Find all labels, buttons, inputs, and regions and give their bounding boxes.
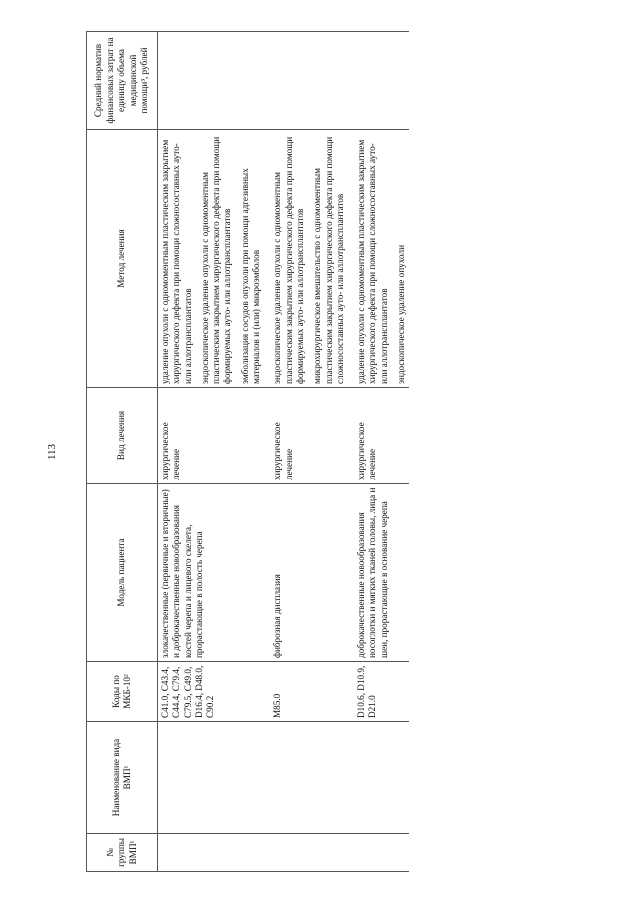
group-number-cell xyxy=(158,834,265,872)
page-number: 113 xyxy=(46,443,58,461)
patient-model-cell: доброкачественные новообразования носоглотки и мягких тканей головы, лица и шеи, прорастающие в основание черепа xyxy=(354,484,409,662)
treatment-type-cell: хирургическое лечение xyxy=(354,388,409,484)
treatment-type-cell: хирургическое лечение xyxy=(158,388,265,484)
icd-codes-cell: M85.0 xyxy=(270,662,348,722)
vmp-name-cell xyxy=(354,722,409,834)
treatment-type-cell: хирургическое лечение xyxy=(270,388,348,484)
cost-cell xyxy=(158,32,265,130)
patient-model-cell: злокачественные (первичные и вторичные) и доброкачественные новообразования костей черепа и лицевого скелета, прорастающие в полость черепа xyxy=(158,484,265,662)
header-treatment-method: Метод лечения xyxy=(87,130,158,388)
header-vmp-name: Наименование вида ВМП¹ xyxy=(87,722,158,834)
method-item: микрохирургическое вмешательство с одномоментным пластическим закрытием хирургического дефекта при помощи сложносоставных ауто- или аллотрансплантатов xyxy=(312,136,345,384)
header-patient-model: Модель пациента xyxy=(87,484,158,662)
method-item: эмболизация сосудов опухоли при помощи адгезивных материалов и (или) микроэмболов xyxy=(239,168,262,384)
cost-cell xyxy=(270,32,348,130)
table-row xyxy=(270,32,348,872)
method-item: эндоскопическое удаление опухоли с одномоментным пластическим закрытием хирургического дефекта при помощи формируемых ауто- или аллотрансплантатов xyxy=(199,136,233,384)
group-number-cell xyxy=(354,834,409,872)
table-row xyxy=(354,32,409,872)
method-item: удаление опухоли с одномоментным пластическим закрытием хирургического дефекта при помощи сложносоставных ауто- или аллотрансплантатов xyxy=(160,139,193,384)
rotated-table-region xyxy=(86,32,586,872)
method-item: эндоскопическое удаление опухоли xyxy=(396,245,407,384)
header-group-number: № группы ВМП¹ xyxy=(87,834,158,872)
treatment-method-cell xyxy=(270,130,348,388)
header-cost-standard: Средний норматив финансовых затрат на единицу объема медицинской помощи³, рублей xyxy=(87,32,158,130)
icd-codes-cell: C41.0, C43.4, C44.4, C79.4, C79.5, C49.0, D16.4, D48.0, C90.2 xyxy=(158,662,265,722)
treatment-method-cell xyxy=(158,130,265,388)
group-number-cell xyxy=(270,834,348,872)
icd-codes-cell: D10.6, D10.9, D21.0 xyxy=(354,662,409,722)
header-icd-codes: Коды по МКБ-10² xyxy=(87,662,158,722)
vmp-name-cell xyxy=(158,722,265,834)
header-row xyxy=(87,32,158,872)
method-item: эндоскопическое удаление опухоли с одномоментным пластическим закрытием хирургического дефекта при помощи формируемых ауто- или аллотрансплантатов xyxy=(272,136,305,384)
vmp-name-cell xyxy=(270,722,348,834)
patient-model-cell: фиброзная дисплазия xyxy=(270,484,348,662)
table-row xyxy=(158,32,265,872)
vmp-table xyxy=(86,31,409,872)
method-item: удаление опухоли с одномоментным пластическим закрытием хирургического дефекта при помощи сложносоставных ауто- или аллотрансплантатов xyxy=(356,139,389,384)
cost-cell xyxy=(354,32,409,130)
treatment-method-cell xyxy=(354,130,409,388)
header-treatment-type: Вид лечения xyxy=(87,388,158,484)
